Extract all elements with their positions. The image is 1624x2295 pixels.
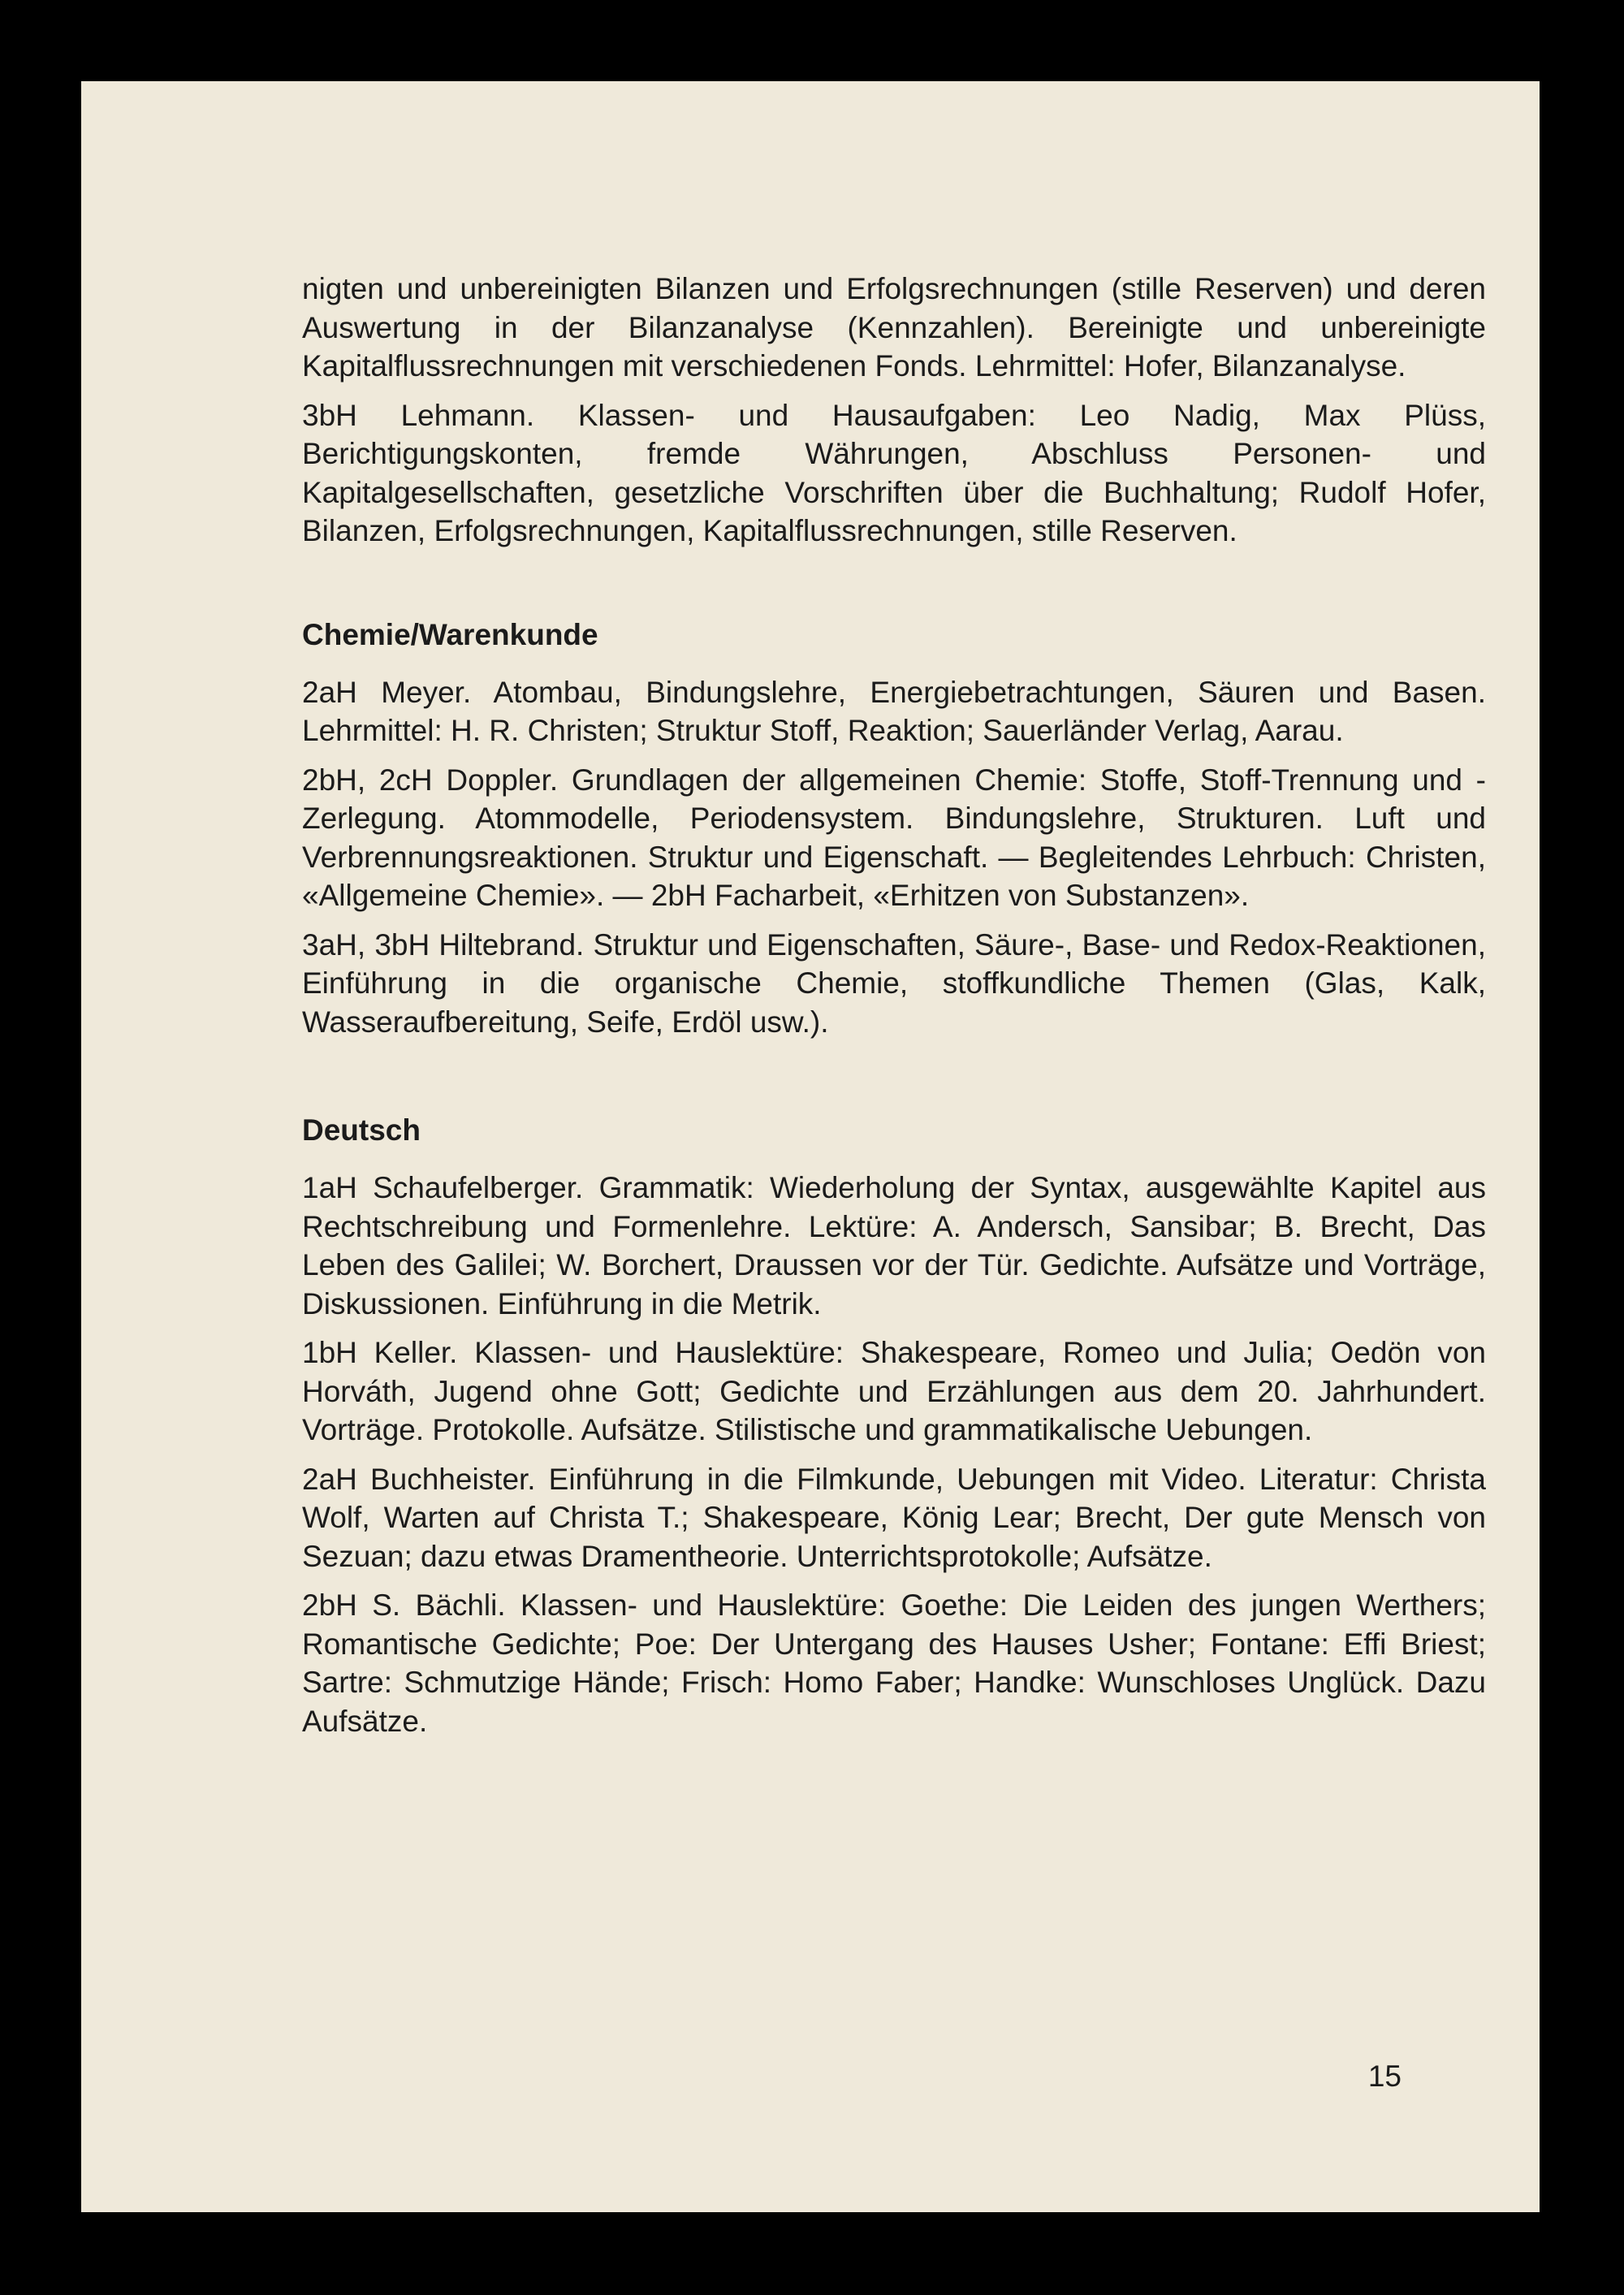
paragraph-1ah-schaufelberger: 1aH Schaufelberger. Grammatik: Wiederholung der Syntax, ausgewählte Kapitel aus Rechtschreibung und Formenlehre. Lektüre: A. Andersch, Sansibar; B. Brecht, Das Leben des Galilei; W. Borchert, Draussen vor der Tür. Gedichte. Aufsätze und Vorträge, Diskussionen. Einführung in die Metrik. — [302, 1171, 1486, 1320]
section-heading-deutsch: Deutsch — [302, 1113, 421, 1147]
paragraph-2bh-baechli: 2bH S. Bächli. Klassen- und Hauslektüre: Goethe: Die Leiden des jungen Werthers; Romantische Gedichte; Poe: Der Untergang des Hauses Usher; Fontane: Effi Briest; Sartre: Schmutzige Hände; Frisch: Homo Faber; Handke: Wunschloses Unglück. Dazu Aufsätze. — [302, 1588, 1486, 1738]
paragraph-bilanzen-continued: nigten und unbereinigten Bilanzen und Erfolgsrechnungen (stille Reserven) und deren Auswertung in der Bilanzanalyse (Kennzahlen). Bereinigte und unbereinigte Kapitalflussrechnungen mit verschiedenen Fonds. Lehrmittel: Hofer, Bilanzanalyse. — [302, 272, 1486, 382]
document-page — [81, 81, 1540, 2212]
page-content — [302, 270, 1486, 1751]
paragraph-3bh-lehmann: 3bH Lehmann. Klassen- und Hausaufgaben: Leo Nadig, Max Plüss, Berichtigungskonten, fremde Währungen, Abschluss Personen- und Kapitalgesellschaften, gesetzliche Vorschriften über die Buchhaltung; Rudolf Hofer, Bilanzen, Erfolgsrechnungen, Kapitalflussrechnungen, stille Reserven. — [302, 398, 1486, 547]
section-heading-chemie: Chemie/Warenkunde — [302, 617, 598, 651]
page-number: 15 — [1367, 2059, 1402, 2093]
paragraph-2bh-2ch-doppler: 2bH, 2cH Doppler. Grundlagen der allgemeinen Chemie: Stoffe, Stoff-Trennung und -Zerlegung. Atommodelle, Periodensystem. Bindungslehre, Strukturen. Luft und Verbrennungsreaktionen. Struktur und Eigenschaft. — Begleitendes Lehrbuch: Christen, «Allgemeine Chemie». — 2bH Facharbeit, «Erhitzen von Substanzen». — [302, 763, 1486, 912]
paragraph-3ah-3bh-hiltebrand: 3aH, 3bH Hiltebrand. Struktur und Eigenschaften, Säure-, Base- und Redox-Reaktionen, Einführung in die organische Chemie, stoffkundliche Themen (Glas, Kalk, Wasseraufbereitung, Seife, Erdöl usw.). — [302, 927, 1486, 1039]
paragraph-1bh-keller: 1bH Keller. Klassen- und Hauslektüre: Shakespeare, Romeo und Julia; Oedön von Horváth, Jugend ohne Gott; Gedichte und Erzählungen aus dem 20. Jahrhundert. Vorträge. Protokolle. Aufsätze. Stilistische und grammatikalische Uebungen. — [302, 1336, 1486, 1446]
paragraph-2ah-meyer: 2aH Meyer. Atombau, Bindungslehre, Energiebetrachtungen, Säuren und Basen. Lehrmittel: H. R. Christen; Struktur Stoff, Reaktion; Sauerländer Verlag, Aarau. — [302, 675, 1486, 747]
paragraph-2ah-buchheister: 2aH Buchheister. Einführung in die Filmkunde, Uebungen mit Video. Literatur: Christa Wolf, Warten auf Christa T.; Shakespeare, König Lear; Brecht, Der gute Mensch von Sezuan; dazu etwas Dramentheorie. Unterrichtsprotokolle; Aufsätze. — [302, 1462, 1486, 1573]
